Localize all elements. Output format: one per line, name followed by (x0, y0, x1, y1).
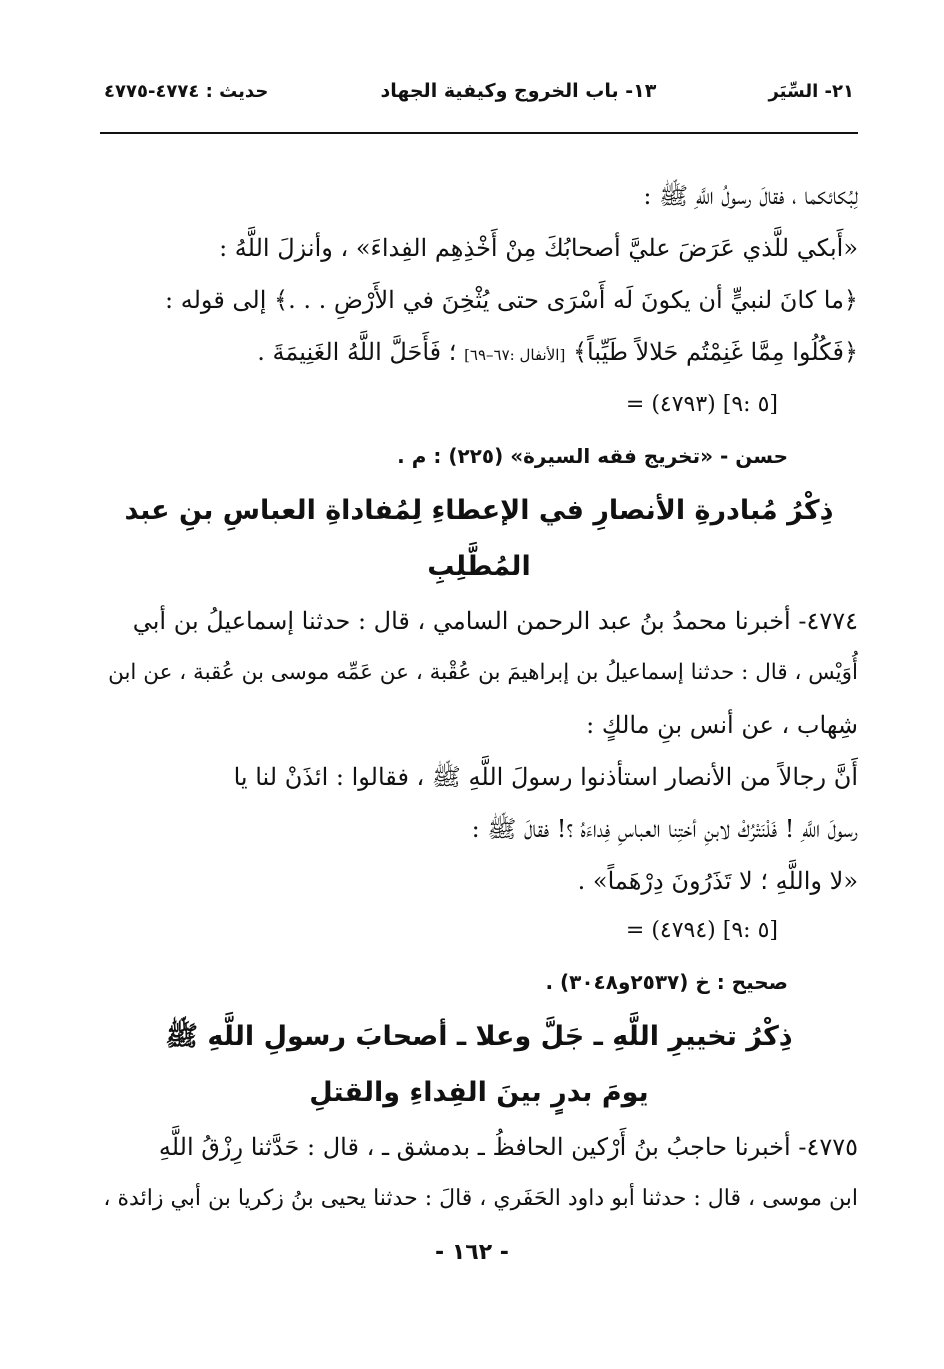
chapter-heading: ذِكْرُ مُبادرةِ الأنصارِ في الإعطاءِ لِمُفاداةِ العباسِ بنِ عبد (124, 495, 834, 526)
text-line: «لا واللَّهِ ؛ لا تَذَرُونَ دِرْهَماً» . (577, 867, 858, 895)
quran-quote: ﴿فَكُلُوا مِمَّا غَنِمْتُم حَلالاً طَيِّباً﴾ (572, 338, 858, 366)
running-header-wrap (100, 80, 858, 118)
header-section: ١٣- باب الخروج وكيفية الجهاد (380, 80, 657, 102)
header-chapter: ٢١- السِّيَر (768, 81, 854, 102)
cross-reference: = (٤٧٩٤) [٥ :٩] (625, 918, 778, 943)
text-line: رسولَ اللَّهِ ! فَلْنَتْرُكْ لابنِ أختِنا العباسِ فِداءَهُ ؟! فقالَ ﷺ : (471, 815, 858, 843)
hadith-grade: حسن - «تخريج فقه السيرة» (٢٢٥) : م . (397, 444, 788, 468)
header-hadith-range: حديث : ٤٧٧٤-٤٧٧٥ (104, 81, 269, 102)
page-body (100, 170, 858, 1225)
chapter-heading: يومَ بدرٍ بينَ الفِداءِ والقتلِ (309, 1077, 649, 1108)
text-line: ٤٧٧٤- أخبرنا محمدُ بنُ عبد الرحمن السامي ، قال : حدثنا إسماعيلُ بن أبي (132, 607, 858, 635)
chapter-heading: المُطَّلِبِ (427, 551, 531, 582)
text-line (100, 326, 858, 381)
text-line: شِهاب ، عن أنس بنِ مالكٍ : (586, 711, 858, 739)
header-rule (100, 132, 858, 134)
text-line: ٤٧٧٥- أخبرنا حاجبُ بنُ أَرْكين الحافظُ ـ بدمشق ـ ، قال : حَدَّثنا رِزْقُ اللَّهِ (158, 1133, 858, 1161)
running-header (100, 80, 858, 118)
text-line: ابن موسى ، قال : حدثنا أبو داود الحَفَري ، قالَ : حدثنا يحيى بنُ زكريا بن أبي زائدة ، (103, 1186, 858, 1211)
text-line: لِبُكائكما ، فقالَ رسولُ اللَّهِ ﷺ : (643, 182, 858, 210)
text-line: أَنَّ رجالاً من الأنصار استأذنوا رسولَ اللَّهِ ﷺ ، فقالوا : ائذَنْ لنا يا (233, 763, 858, 791)
text-line: أُوَيْس ، قال : حدثنا إسماعيلُ بن إبراهيمَ بن عُقْبة ، عن عَمِّه موسى بن عُقبة ، عن ابن (108, 660, 858, 685)
text-line: «أَبكي للَّذي عَرَضَ عليَّ أصحابُكَ مِنْ أَخْذِهِم الفِداءَ» ، وأنزلَ اللَّهُ : (219, 234, 858, 262)
quran-citation: [الأنفال :٦٧–٦٩] (464, 346, 566, 364)
cross-reference: = (٤٧٩٣) [٥ :٩] (625, 392, 778, 417)
text-fragment: ؛ فَأَحَلَّ اللَّهُ الغَنِيمَةَ . (257, 338, 457, 366)
chapter-heading: ذِكْرُ تخييرِ اللَّهِ ـ جَلَّ وعلا ـ أصحابَ رسولِ اللَّهِ ﷺ (165, 1021, 793, 1052)
text-line: ﴿ما كانَ لنبيٍّ أن يكونَ لَه أَسْرَى حتى يُثْخِنَ في الأَرْضِ . . .﴾ إلى قوله : (165, 286, 858, 314)
hadith-grade: صحيح : خ (٢٥٣٧و٣٠٤٨) . (545, 970, 788, 994)
page-number: - ١٦٢ - (435, 1240, 509, 1265)
